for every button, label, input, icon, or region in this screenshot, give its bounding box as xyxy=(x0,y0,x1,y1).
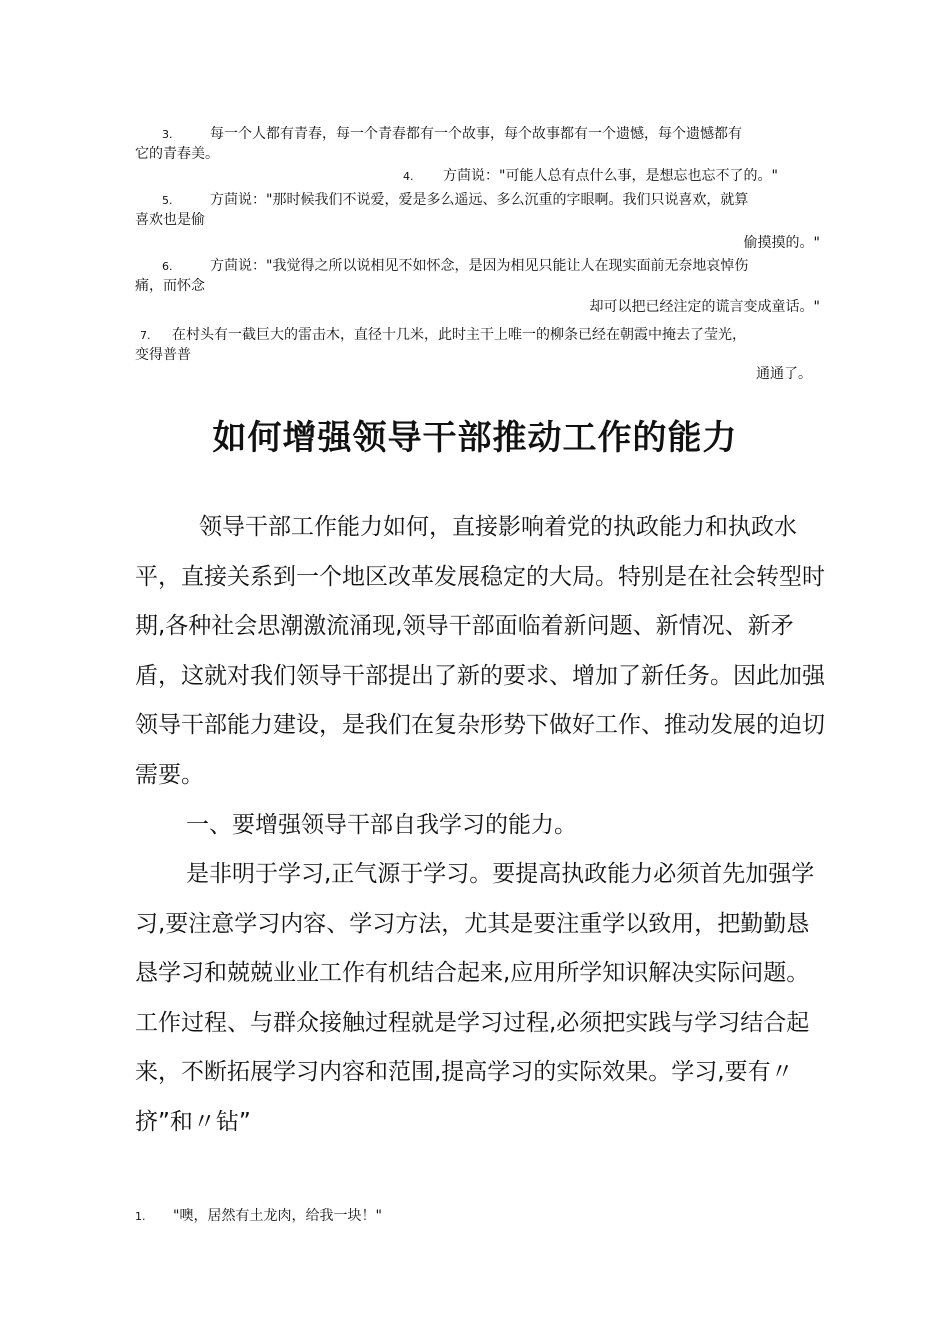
note-text: 方茴说："那时候我们不说爱，爱是多么遥远、多么沉重的字眼啊。我们只说喜欢，就算 xyxy=(210,192,749,208)
footnote-text: "噢，居然有土龙肉，给我一块！" xyxy=(173,1208,382,1224)
note-5-line-1 xyxy=(162,190,748,211)
body-paragraph-1: 领导干部工作能力如何，直接影响着党的执政能力和执政水平，直接关系到一个地区改革发展稳定的大局。特别是在社会转型时期,各种社会思潮激流涌现,领导干部面临着新问题、新情况、新矛盾，这就对我们领导干部提出了新的要求、增加了新任务。因此加强领导干部能力建设，是我们在复杂形势下做好工作、推动发展的迫切需要。 xyxy=(135,514,825,788)
note-number: 7. xyxy=(140,329,151,342)
section-heading-1: 一、要增强领导干部自我学习的能力。 xyxy=(186,812,577,838)
note-text: 方茴说："可能人总有点什么事，是想忘也忘不了的。" xyxy=(443,168,778,184)
note-5-line-3: 偷摸摸的。" xyxy=(743,235,820,251)
note-number: 4. xyxy=(403,170,414,183)
note-number: 5. xyxy=(162,194,173,207)
note-7-line-2: 变得普普 xyxy=(135,347,191,363)
note-3-line-2: 它的青春美。 xyxy=(135,146,219,162)
footnote-number: 1. xyxy=(135,1210,146,1223)
note-4-line-1 xyxy=(403,166,778,187)
note-6-line-1 xyxy=(162,256,748,277)
note-7-line-1 xyxy=(140,325,746,346)
note-text: 每一个人都有青春，每一个青春都有一个故事，每个故事都有一个遗憾，每个遗憾都有 xyxy=(210,126,742,142)
note-5-line-2: 喜欢也是偷 xyxy=(135,212,205,228)
document-title: 如何增强领导干部推动工作的能力 xyxy=(212,418,738,458)
note-3-line-1 xyxy=(162,124,742,145)
note-6-line-2: 痛，而怀念 xyxy=(135,278,205,294)
note-7-line-3: 通通了。 xyxy=(756,366,812,382)
note-number: 6. xyxy=(162,260,173,273)
body-paragraph-2: 是非明于学习,正气源于学习。要提高执政能力必须首先加强学习,要注意学习内容、学习方法，尤其是要注重学以致用，把勤勤恳恳学习和兢兢业业工作有机结合起来,应用所学知识解决实际问题。工作过程、与群众接触过程就是学习过程,必须把实践与学习结合起来，不断拓展学习内容和范围,提高学习的实际效果。学习,要有〃挤”和〃钻” xyxy=(135,861,815,1135)
note-6-line-3: 却可以把已经注定的谎言变成童话。" xyxy=(589,299,820,315)
footnote xyxy=(135,1206,382,1227)
note-text: 方茴说："我觉得之所以说相见不如怀念，是因为相见只能让人在现实面前无奈地哀悼伤 xyxy=(210,258,749,274)
note-text: 在村头有一截巨大的雷击木，直径十几米，此时主干上唯一的柳条已经在朝霞中掩去了莹光， xyxy=(172,327,746,343)
note-number: 3. xyxy=(162,128,173,141)
